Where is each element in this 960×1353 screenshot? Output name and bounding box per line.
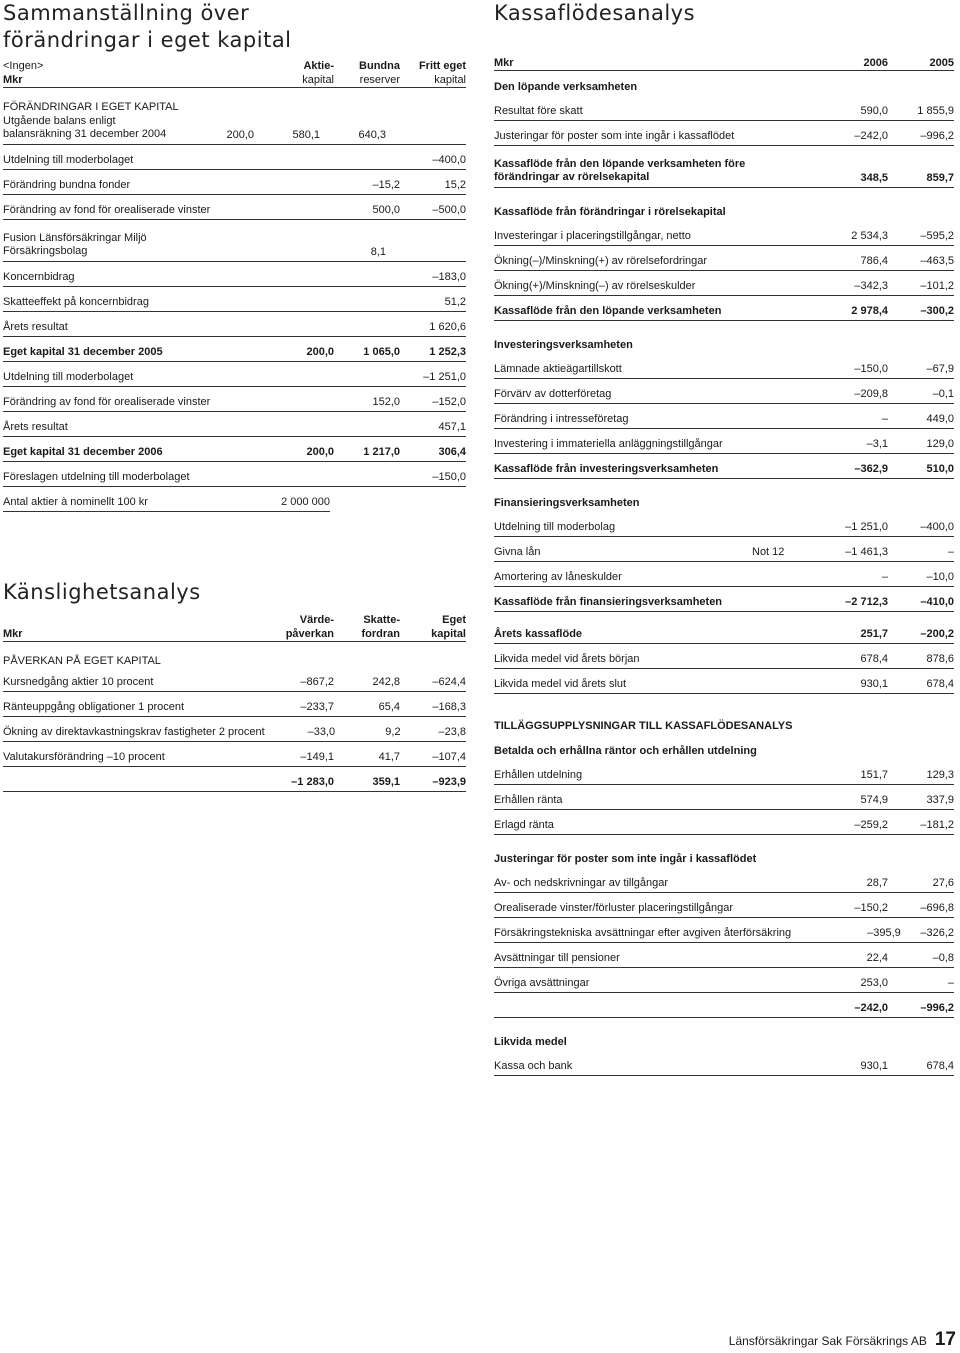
equity-cell-c3: –1 251,0 [423,371,466,383]
cashflow-table-body [494,71,954,1076]
cashflow-row-label: Förändring i intresseföretag [494,413,629,425]
equity-row [3,113,466,145]
cashflow-row-label: Betalda och erhållna räntor och erhållen utdelning [494,745,757,757]
cashflow-cell-2005: –0,8 [932,952,954,964]
cashflow-cell-2005: – [947,977,954,989]
cashflow-row [494,1018,954,1051]
cashflow-cell-2005: –67,9 [926,363,954,375]
sensitivity-header-c3-line1: Eget [442,614,466,626]
cashflow-cell-2006: –362,9 [854,463,888,475]
cashflow-cell-2006: 348,5 [860,172,888,184]
sensitivity-cell-c3: –23,8 [438,726,467,738]
equity-cell-c1: 200,0 [306,346,334,358]
cashflow-row [494,221,954,246]
cashflow-row [494,121,954,146]
sensitivity-header-c1-line1: Värde- [299,614,334,626]
cashflow-row-label: Amortering av låneskulder [494,571,622,583]
sensitivity-row-label: Kursnedgång aktier 10 procent [3,676,154,688]
cashflow-row [494,612,954,644]
sensitivity-header-c2-line1: Skatte- [363,614,400,626]
cashflow-row [494,785,954,810]
equity-row [3,487,330,512]
cashflow-row [494,454,954,479]
cashflow-row [494,296,954,321]
left-column [3,0,467,788]
equity-cell-c2: 152,0 [372,396,400,408]
sensitivity-cell-c3: –107,4 [432,751,466,763]
cashflow-row-label: Årets kassaflöde [494,628,583,640]
cashflow-row-label: Kassaflöde från den löpande verksamheten [494,305,722,317]
equity-row [3,362,466,387]
sensitivity-header-c3 [400,613,466,641]
cashflow-row [494,271,954,296]
cashflow-row-label: Investeringar i placeringstillgångar, netto [494,230,691,242]
equity-header-c3-line1: Fritt eget [418,60,466,72]
cashflow-row [494,587,954,612]
cashflow-row-label: Justeringar för poster som inte ingår i kassaflödet [494,853,757,865]
cashflow-cell-2005: –181,2 [920,819,954,831]
cashflow-cell-2006: –1 461,3 [845,546,888,558]
cashflow-title: Kassaflödesanalys [494,1,696,25]
cashflow-table-header [494,54,954,71]
cashflow-header-2005: 2005 [929,57,954,69]
sensitivity-row [3,742,466,767]
cashflow-row [494,735,954,760]
equity-row [3,462,466,487]
cashflow-cell-2005: –300,2 [920,305,954,317]
equity-row-label: Föreslagen utdelning till moderbolaget [3,471,190,483]
equity-row-label: Skatteeffekt på koncernbidrag [3,296,149,308]
cashflow-row-label: Investering i immateriella anläggningstillgångar [494,438,723,450]
equity-header-c1 [263,59,334,87]
equity-cell-c3: –500,0 [432,204,466,216]
equity-cell-c3: –152,0 [432,396,466,408]
cashflow-row-label: Lämnade aktieägartillskott [494,363,622,375]
cashflow-row [494,96,954,121]
sensitivity-cell-c1: –149,1 [300,751,334,763]
cashflow-row-label: Den löpande verksamheten [494,81,638,93]
equity-header-c3 [400,59,466,87]
cashflow-row-label: Kassaflöde från den löpande verksamheten före förändringar av rörelsekapital [494,158,746,183]
equity-table-header [3,57,466,88]
sensitivity-cell-c2: 41,7 [378,751,400,763]
cashflow-row-label: Ökning(+)/Minskning(–) av rörelseskulder [494,280,696,292]
cashflow-row-label: Utdelning till moderbolag [494,521,616,533]
cashflow-row [494,479,954,512]
sensitivity-cell-c1: –1 283,0 [291,776,334,788]
cashflow-cell-2006: –150,0 [854,363,888,375]
equity-row [3,312,466,337]
equity-row-label: Utdelning till moderbolaget [3,154,134,166]
cashflow-cell-2005: –696,8 [920,902,954,914]
cashflow-cell-2006: 2 534,3 [851,230,888,242]
cashflow-row [494,354,954,379]
cashflow-cell-2006: 678,4 [860,653,888,665]
sensitivity-cell-c3: –923,9 [432,776,466,788]
equity-cell-c2: 500,0 [372,204,400,216]
sensitivity-row-label: Ränteuppgång obligationer 1 procent [3,701,185,713]
equity-row [3,170,466,195]
cashflow-cell-2005: –400,0 [920,521,954,533]
equity-header-c2-line2: reserver [359,74,400,86]
cashflow-row-label: TILLÄGGSUPPLYSNINGAR TILL KASSAFLÖDESANALYS [494,720,793,732]
equity-cell-c2: 1 217,0 [363,446,400,458]
cashflow-row [494,379,954,404]
cashflow-row [494,644,954,669]
equity-row [3,287,466,312]
equity-cell-c1: 200,0 [226,129,254,141]
sensitivity-section-label [3,642,466,667]
equity-header-c1-line2: kapital [302,74,334,86]
cashflow-cell-2006: 930,1 [860,1060,888,1072]
equity-row-label: Förändring av fond för orealiserade vinster [3,204,211,216]
equity-cell-c2: 1 065,0 [363,346,400,358]
cashflow-row-label: Investeringsverksamheten [494,339,633,351]
equity-cell-c3: 15,2 [444,179,466,191]
cashflow-cell-2006: 574,9 [860,794,888,806]
equity-row-label: Antal aktier à nominellt 100 kr [3,496,148,508]
equity-title-line2: förändringar i eget kapital [3,28,292,52]
equity-row-label: Förändring bundna fonder [3,179,131,191]
cashflow-row [494,669,954,694]
cashflow-row-label: Kassa och bank [494,1060,573,1072]
sensitivity-cell-c1: –33,0 [307,726,336,738]
cashflow-row [494,835,954,868]
sensitivity-table-body [3,667,466,792]
cashflow-row-label: Kassaflöde från finansieringsverksamheten [494,596,723,608]
cashflow-cell-2006: –2 712,3 [845,596,888,608]
cashflow-cell-2005: 878,6 [926,653,954,665]
cashflow-row-label: Erhållen ränta [494,794,563,806]
sensitivity-header-c3-line2: kapital [431,628,466,640]
cashflow-row [494,810,954,835]
sensitivity-table-header [3,609,466,642]
cashflow-row-label: Avsättningar till pensioner [494,952,620,964]
equity-row [3,145,466,170]
cashflow-row-label: Erhållen utdelning [494,769,583,781]
equity-row-label: Eget kapital 31 december 2005 [3,346,163,358]
cashflow-row [494,760,954,785]
cashflow-row-label: Erlagd ränta [494,819,554,831]
cashflow-cell-2006: – [881,571,888,583]
sensitivity-row-label: Valutakursförändring –10 procent [3,751,165,763]
cashflow-row [494,246,954,271]
cashflow-cell-2005: –463,5 [920,255,954,267]
equity-table-body [3,113,466,512]
sensitivity-cell-c2: 65,4 [378,701,400,713]
equity-header-col0-line1: <Ingen> [3,60,44,72]
equity-cell-c3: 1 620,6 [429,321,466,333]
sensitivity-header-c1 [263,613,334,641]
cashflow-cell-2005: 449,0 [926,413,954,425]
cashflow-cell-2005: 678,4 [926,678,954,690]
cashflow-cell-2005: –0,1 [932,388,954,400]
equity-row-label: Förändring av fond för orealiserade vinster [3,396,211,408]
cashflow-row-label: Resultat före skatt [494,105,583,117]
equity-row [3,387,466,412]
equity-cell-c3: –150,0 [432,471,466,483]
equity-row-label: Årets resultat [3,421,68,433]
page-footer [729,1329,956,1351]
cashflow-cell-2005: 129,0 [926,438,954,450]
cashflow-cell-2006: 253,0 [860,977,888,989]
cashflow-row [494,562,954,587]
cashflow-cell-2005: 27,6 [932,877,954,889]
cashflow-cell-2005: –996,2 [920,130,954,142]
cashflow-cell-2006: –395,9 [867,927,901,939]
cashflow-row-label: Övriga avsättningar [494,977,590,989]
sensitivity-section-text: PÅVERKAN PÅ EGET KAPITAL [3,655,161,667]
cashflow-row-label: Försäkringstekniska avsättningar efter avgiven återförsäkring [494,927,792,939]
cashflow-row-label: Likvida medel [494,1036,567,1048]
cashflow-row [494,1051,954,1076]
equity-cell-c3: 51,2 [444,296,466,308]
cashflow-row-label: Likvida medel vid årets början [494,653,640,665]
cashflow-row [494,968,954,993]
cashflow-cell-2006: 786,4 [860,255,888,267]
equity-header-c2 [334,59,400,87]
cashflow-cell-2006: –1 251,0 [845,521,888,533]
equity-row-label: Fusion Länsförsäkringar Miljö Försäkringsbolag [3,232,147,257]
cashflow-cell-2005: – [947,546,954,558]
cashflow-row [494,146,954,188]
equity-header-c2-line1: Bundna [359,60,400,72]
cashflow-cell-2005: 859,7 [926,172,954,184]
cashflow-row [494,429,954,454]
cashflow-row [494,321,954,354]
equity-header-mkr [3,59,263,87]
equity-section-label [3,88,466,113]
cashflow-cell-2006: –3,1 [866,438,888,450]
cashflow-cell-2006: –342,3 [854,280,888,292]
equity-cell-c3: 457,1 [438,421,466,433]
equity-row-label: Utgående balans enligt balansräkning 31 december 2004 [3,115,167,140]
cashflow-cell-2005: –326,2 [920,927,955,939]
cashflow-cell-2005: 129,3 [926,769,954,781]
sensitivity-row-label: Ökning av direktavkastningskrav fastigheter 2 procent [3,726,265,738]
sensitivity-row [3,667,466,692]
equity-header-c1-line1: Aktie- [303,60,334,72]
cashflow-row [494,943,954,968]
sensitivity-cell-c1: –233,7 [300,701,334,713]
cashflow-cell-2006: 22,4 [866,952,888,964]
page-number: 17 [934,1329,956,1350]
equity-cell-c2: 580,1 [292,129,320,141]
cashflow-row-label: Justeringar för poster som inte ingår i kassaflödet [494,130,735,142]
cashflow-cell-2005: 510,0 [926,463,954,475]
equity-title [3,0,466,54]
cashflow-row [494,918,954,943]
equity-row-label: Koncernbidrag [3,271,75,283]
cashflow-cell-2005: –410,0 [920,596,954,608]
cashflow-row [494,993,954,1018]
equity-row [3,437,466,462]
equity-row-label: Eget kapital 31 december 2006 [3,446,163,458]
cashflow-cell-2006: 930,1 [860,678,888,690]
equity-cell-c3: –183,0 [432,271,466,283]
footer-company: Länsförsäkringar Sak Försäkrings AB [728,1334,927,1348]
sensitivity-header-mkr: Mkr [3,628,23,640]
cashflow-cell-2006: –150,2 [854,902,888,914]
cashflow-row-label: Kassaflöde från investeringsverksamheten [494,463,719,475]
cashflow-row-label: Givna lån [494,546,541,558]
cashflow-row-label: Förvärv av dotterföretag [494,388,612,400]
equity-row-label: Årets resultat [3,321,68,333]
sensitivity-header-c2 [334,613,400,641]
cashflow-row [494,512,954,537]
cashflow-cell-2006: 28,7 [866,877,888,889]
cashflow-cell-2006: 251,7 [860,628,888,640]
cashflow-cell-2005: 337,9 [926,794,954,806]
cashflow-row-label: Kassaflöde från förändringar i rörelsekapital [494,206,726,218]
sensitivity-header-c2-line2: fordran [361,628,400,640]
cashflow-cell-2006: – [881,413,888,425]
sensitivity-cell-c3: –168,3 [432,701,466,713]
equity-title-line1: Sammanställning över [3,1,250,25]
sensitivity-row [3,692,466,717]
cashflow-cell-2005: –200,2 [920,628,954,640]
equity-cell-c3: 306,4 [438,446,466,458]
equity-row [3,195,466,220]
cashflow-cell-2005: –101,2 [920,280,954,292]
cashflow-cell-2005: –595,2 [920,230,954,242]
cashflow-cell-2006: 590,0 [860,105,888,117]
cashflow-row-label: Ökning(–)/Minskning(+) av rörelsefordringar [494,255,708,267]
cashflow-cell-2006: –242,0 [854,130,888,142]
sensitivity-table [3,609,466,792]
cashflow-row [494,868,954,893]
cashflow-row [494,71,954,96]
cashflow-row [494,694,954,735]
cashflow-row-label: Finansieringsverksamheten [494,497,640,509]
cashflow-cell-2005: –10,0 [926,571,954,583]
sensitivity-row [3,767,466,792]
cashflow-row [494,404,954,429]
equity-row [3,337,466,362]
sensitivity-cell-c2: 9,2 [385,726,401,738]
cashflow-row [494,893,954,918]
cashflow-row-label: Orealiserade vinster/förluster placeringstillgångar [494,902,734,914]
equity-row [3,220,466,262]
cashflow-cell-2006: 151,7 [860,769,888,781]
equity-header-c3-line2: kapital [434,74,466,86]
cashflow-cell-2006: –209,8 [854,388,888,400]
cashflow-cell-2005: –996,2 [920,1002,954,1014]
cashflow-cell-2006: –242,0 [854,1002,888,1014]
equity-cell-c2: –15,2 [372,179,400,191]
equity-cell-c3: 1 252,3 [429,346,466,358]
equity-cell-c3: 640,3 [358,129,386,141]
cashflow-cell-2006: –259,2 [854,819,888,831]
equity-cell-c1: 200,0 [306,446,334,458]
cashflow-cell-2005: 678,4 [926,1060,954,1072]
cashflow-row [494,537,954,562]
sensitivity-cell-c1: –867,2 [300,676,334,688]
sensitivity-cell-c3: –624,4 [432,676,466,688]
equity-cell-c3: 8,1 [370,246,386,258]
cashflow-row-label: Av- och nedskrivningar av tillgångar [494,877,669,889]
sensitivity-title: Känslighetsanalys [3,580,201,604]
equity-row [3,412,466,437]
cashflow-note: Not 12 [752,546,785,558]
sensitivity-cell-c2: 359,1 [372,776,400,788]
equity-cell-c3: –400,0 [432,154,466,166]
right-column [494,0,954,1076]
cashflow-header-2006: 2006 [863,57,888,69]
equity-cell-c1: 2 000 000 [281,496,330,508]
cashflow-cell-2006: 2 978,4 [851,305,888,317]
cashflow-header-mkr: Mkr [494,57,514,69]
equity-header-col0-line2: Mkr [3,74,23,86]
equity-row-label: Utdelning till moderbolaget [3,371,134,383]
cashflow-row-label: Likvida medel vid årets slut [494,678,627,690]
cashflow-cell-2005: 1 855,9 [917,105,954,117]
equity-section-text: FÖRÄNDRINGAR I EGET KAPITAL [3,101,179,113]
sensitivity-row [3,717,466,742]
sensitivity-header-c1-line2: påverkan [285,628,334,640]
cashflow-row [494,188,954,221]
sensitivity-cell-c2: 242,8 [372,676,400,688]
equity-row [3,262,466,287]
